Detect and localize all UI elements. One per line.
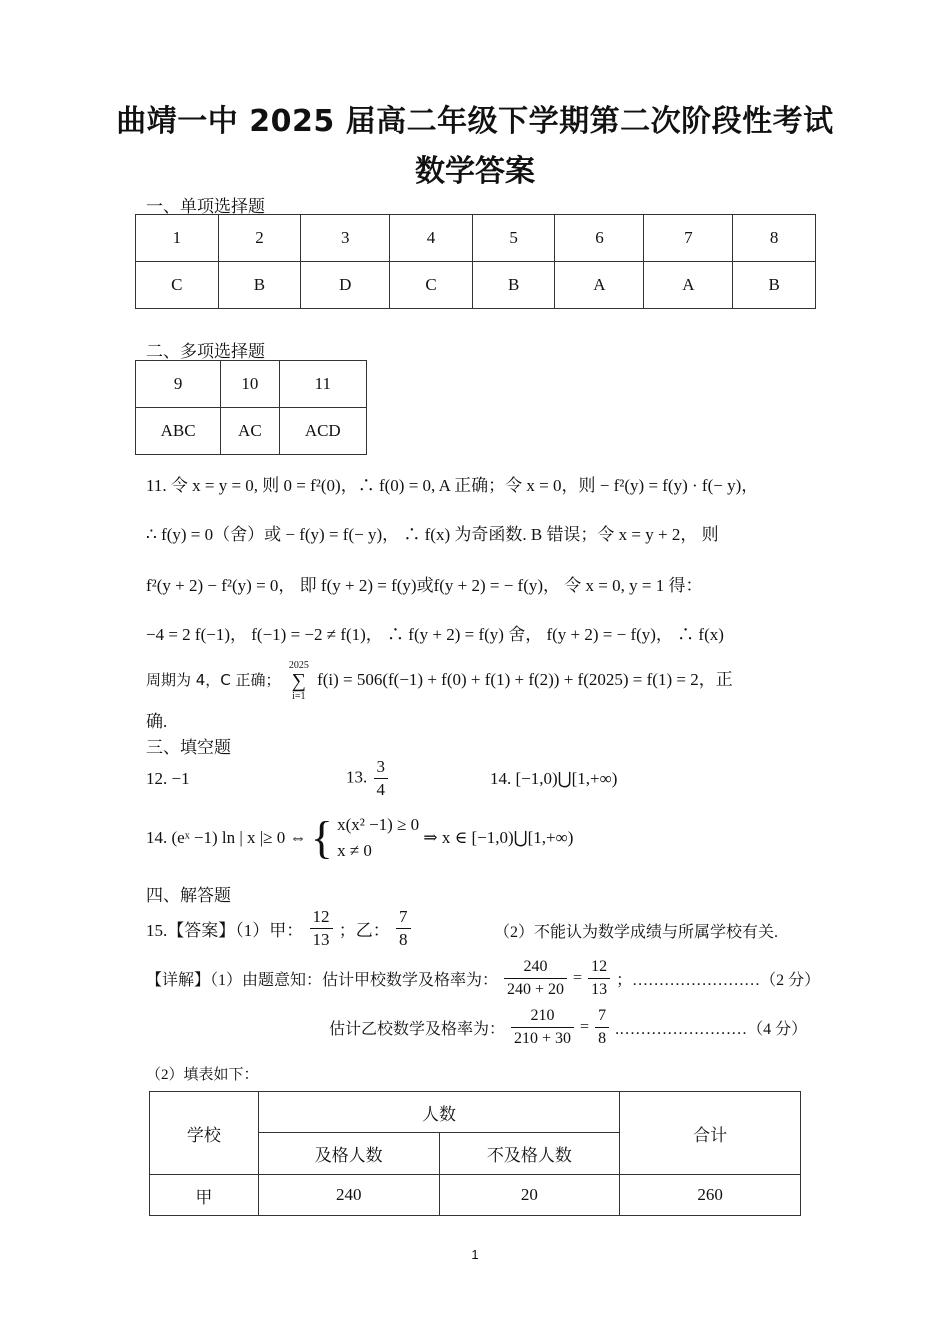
question-number-cell: 11 (279, 361, 366, 408)
q15-detail-result-2 (595, 1005, 609, 1050)
contingency-table (149, 1091, 801, 1216)
answer-cell: C (136, 262, 219, 309)
q11-line-6: 确. (146, 712, 168, 731)
q11-period-text: 周期为 4，C 正确； (146, 670, 281, 689)
page-title: 曲靖一中 2025 届高二年级下学期第二次阶段性考试 (116, 104, 834, 139)
q13-label: 13. (346, 767, 368, 787)
answer-cell: B (472, 262, 555, 309)
d1-result-denominator: 13 (591, 981, 608, 998)
q14-cases (337, 812, 419, 864)
d1-denominator: 240 + 20 (507, 981, 565, 998)
cell-total: 260 (620, 1175, 801, 1216)
answer-cell: C (390, 262, 473, 309)
q15-detail-line-1 (146, 956, 820, 1001)
page-number: 1 (471, 1247, 479, 1262)
q15-detail-fraction-1 (504, 956, 567, 1001)
q15-fraction-a (310, 906, 333, 951)
q15-fill-table-label: （2）填表如下： (146, 1067, 259, 1083)
answer-cell: B (733, 262, 816, 309)
question-number-row (136, 361, 367, 408)
q11-line-1: 11. 令 x = y = 0, 则 0 = f²(0)，∴ f(0) = 0, A 正确；令 x = 0，则 − f²(y) = f(y) · f(− y)， (146, 476, 759, 495)
table-row (150, 1175, 801, 1216)
d2-denominator: 210 + 30 (514, 1030, 572, 1047)
left-brace-icon: { (310, 812, 333, 863)
question-number-cell: 5 (472, 215, 555, 262)
q14-lhs: 14. (eˣ −1) ln | x |≥ 0 ⇔ (146, 828, 307, 847)
d2-result-denominator: 8 (598, 1030, 607, 1047)
answer-row (136, 408, 367, 455)
sigma-icon: ∑ (291, 670, 306, 692)
question-number-cell: 6 (555, 215, 644, 262)
answer-cell: B (218, 262, 301, 309)
d1-result-numerator: 12 (588, 956, 610, 979)
sum-upper-limit: 2025 (288, 660, 309, 671)
single-choice-table (135, 214, 816, 309)
q11-line-4: −4 = 2 f(−1)， f(−1) = −2 ≠ f(1)， ∴ f(y + 2) = f(y) 舍， f(y + 2) = − f(y)， ∴ f(x) (146, 625, 724, 644)
q11-line-5 (146, 660, 733, 702)
answer-row (136, 262, 816, 309)
question-number-cell: 8 (733, 215, 816, 262)
equals-sign: = (573, 969, 583, 987)
header-pass: 及格人数 (258, 1133, 439, 1175)
q15-a-denominator: 13 (312, 930, 330, 949)
answer-cell: A (644, 262, 733, 309)
multi-choice-table (135, 360, 367, 455)
question-number-row (136, 215, 816, 262)
q11-sum-expression: f(i) = 506(f(−1) + f(0) + f(1) + f(2)) + f(2025) = f(1) = 2，正 (317, 669, 733, 689)
answer-cell: ACD (279, 408, 366, 455)
q15-detail2-intro: 估计乙校数学及格率为： (329, 1021, 506, 1038)
sum-lower-limit: i=1 (292, 691, 306, 702)
answer-cell: A (555, 262, 644, 309)
q14-case-1: x(x² −1) ≥ 0 (337, 815, 420, 834)
answer-q12: 12. −1 (146, 769, 190, 788)
section-heading-single-choice: 一、单项选择题 (146, 197, 265, 217)
q11-line-2: ∴ f(y) = 0（舍）或 − f(y) = f(− y)， ∴ f(x) 为奇函数. B 错误；令 x = y + 2， 则 (146, 525, 719, 544)
section-heading-fill-blank: 三、填空题 (146, 738, 231, 758)
d2-result-numerator: 7 (595, 1005, 609, 1028)
q11-line-3: f²(y + 2) − f²(y) = 0， 即 f(y + 2) = f(y)或f(y + 2) = − f(y)， 令 x = 0, y = 1 得： (146, 576, 703, 595)
question-number-cell: 4 (390, 215, 473, 262)
question-number-cell: 7 (644, 215, 733, 262)
header-fail: 不及格人数 (439, 1133, 620, 1175)
q15-detail-line-2 (329, 1005, 807, 1050)
q14-case-2: x ≠ 0 (337, 841, 372, 860)
q15-lead: 15.【答案】（1）甲： (146, 921, 304, 940)
header-total: 合计 (620, 1092, 801, 1175)
answer-q13 (346, 756, 390, 801)
q13-denominator: 4 (376, 780, 385, 799)
header-school: 学校 (150, 1092, 259, 1175)
q14-rhs: ⇒ x ∈ [−1,0)⋃[1,+∞) (423, 828, 574, 847)
header-people: 人数 (258, 1092, 619, 1133)
summation-symbol (289, 660, 309, 702)
page-subtitle: 数学答案 (415, 154, 535, 189)
question-number-cell: 2 (218, 215, 301, 262)
answer-cell: ABC (136, 408, 221, 455)
q15-detail-result-1 (588, 956, 610, 1001)
equals-sign: = (580, 1018, 590, 1036)
question-number-cell: 10 (221, 361, 279, 408)
q15-answer-line (146, 906, 413, 951)
q15-a-numerator: 12 (310, 906, 333, 929)
q15-b-denominator: 8 (399, 930, 408, 949)
answer-cell: D (301, 262, 390, 309)
cell-school: 甲 (150, 1175, 259, 1216)
answer-cell: AC (221, 408, 279, 455)
q15-detail-score-2: .……………………（4 分） (615, 1021, 808, 1038)
q15-b-numerator: 7 (396, 906, 411, 929)
question-number-cell: 1 (136, 215, 219, 262)
d1-numerator: 240 (504, 956, 567, 979)
cell-pass: 240 (258, 1175, 439, 1216)
q15-mid: ；乙： (338, 921, 390, 940)
cell-fail: 20 (439, 1175, 620, 1216)
section-heading-multi-choice: 二、多项选择题 (146, 342, 265, 362)
section-heading-solutions: 四、解答题 (146, 886, 231, 906)
q13-fraction (374, 756, 389, 801)
q15-detail-score-1: ；……………………（2 分） (616, 972, 821, 989)
q15-part2-answer: （2）不能认为数学成绩与所属学校有关. (494, 924, 779, 941)
d2-numerator: 210 (511, 1005, 574, 1028)
q15-detail-fraction-2 (511, 1005, 574, 1050)
question-number-cell: 9 (136, 361, 221, 408)
answer-q14: 14. [−1,0)⋃[1,+∞) (490, 769, 618, 788)
q15-detail-intro: 【详解】（1）由题意知：估计甲校数学及格率为： (146, 972, 499, 989)
question-number-cell: 3 (301, 215, 390, 262)
q15-fraction-b (396, 906, 411, 951)
q13-numerator: 3 (374, 756, 389, 779)
q14-detail (146, 812, 573, 864)
